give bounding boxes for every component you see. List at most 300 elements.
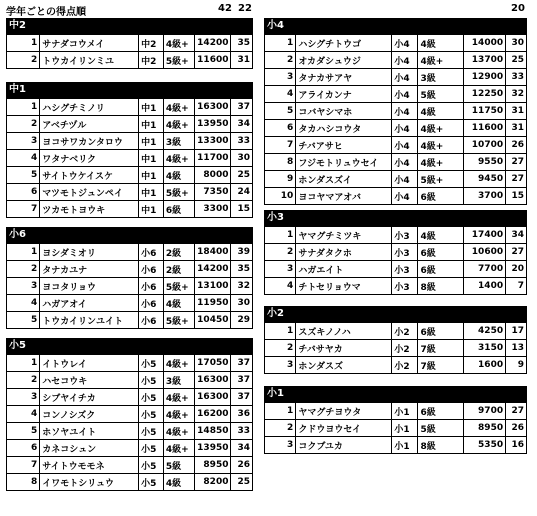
grade-cell: 中2 [139,52,164,69]
point-cell: 35 [231,261,253,278]
score-cell: 8950 [464,420,506,437]
name-cell: クドウヨウセイ [296,420,392,437]
grade-cell: 小4 [392,86,418,103]
grade-cell: 中1 [139,201,164,218]
grade-cell: 小5 [139,355,164,372]
level-cell: 5級 [418,86,464,103]
table-row [265,437,527,454]
name-cell: シブヤイチカ [40,389,139,406]
level-cell: 6級 [418,244,464,261]
rank-cell: 2 [265,52,296,69]
rank-cell: 8 [7,474,40,491]
table-row [7,150,253,167]
section-sho1 [264,386,527,454]
rank-cell: 7 [7,457,40,474]
grade-cell: 小5 [139,372,164,389]
section-header: 小2 [264,306,527,322]
point-cell: 25 [231,167,253,184]
section-chu2 [6,18,253,69]
score-cell: 7350 [194,184,231,201]
rank-cell: 8 [265,154,296,171]
level-cell: 4級+ [163,35,194,52]
point-cell: 26 [231,457,253,474]
grade-cell: 中1 [139,133,164,150]
point-cell: 34 [231,440,253,457]
grade-cell: 中1 [139,167,164,184]
page-title: 学年ごとの得点順 [6,7,86,18]
table-row [265,261,527,278]
grade-cell: 小6 [139,278,164,295]
score-cell: 1400 [464,278,506,295]
name-cell: コンノシズク [40,406,139,423]
table-row [7,116,253,133]
score-cell: 1600 [464,357,506,374]
point-cell: 31 [506,103,527,120]
score-cell: 14000 [464,35,506,52]
table-row [265,188,527,205]
score-cell: 8000 [194,167,231,184]
score-cell: 17050 [194,355,231,372]
score-cell: 12250 [464,86,506,103]
rank-cell: 6 [7,184,40,201]
name-cell: タナカユナ [40,261,139,278]
ranking-table [6,98,253,218]
score-cell: 11700 [194,150,231,167]
section-sho5 [6,338,253,491]
name-cell: サナダコウメイ [40,35,139,52]
level-cell: 3級 [163,372,194,389]
grade-cell: 小3 [392,244,418,261]
grade-cell: 小6 [139,261,164,278]
table-row [7,440,253,457]
table-row [265,357,527,374]
section-sho6 [6,227,253,329]
table-row [265,35,527,52]
level-cell: 4級+ [163,355,194,372]
grade-cell: 小4 [392,154,418,171]
ranking-table [6,243,253,329]
score-cell: 16300 [194,99,231,116]
table-row [265,227,527,244]
score-cell: 18400 [194,244,231,261]
ranking-table [264,322,527,374]
rank-cell: 1 [265,403,296,420]
rank-cell: 1 [265,227,296,244]
name-cell: スズキノノハ [296,323,392,340]
grade-cell: 小4 [392,35,418,52]
score-cell: 10450 [194,312,231,329]
score-cell: 7700 [464,261,506,278]
name-cell: ヨコタリョウ [40,278,139,295]
score-cell: 13700 [464,52,506,69]
point-cell: 30 [231,295,253,312]
rank-cell: 3 [265,357,296,374]
grade-cell: 中2 [139,35,164,52]
score-cell: 10600 [464,244,506,261]
point-cell: 37 [231,389,253,406]
rank-cell: 3 [7,278,40,295]
section-header: 小6 [6,227,253,243]
level-cell: 4級+ [418,52,464,69]
rank-cell: 5 [7,312,40,329]
grade-cell: 小3 [392,261,418,278]
table-row [7,167,253,184]
level-cell: 4級 [418,227,464,244]
name-cell: ハガアオイ [40,295,139,312]
table-row [7,295,253,312]
rank-cell: 2 [265,340,296,357]
rank-cell: 5 [7,167,40,184]
section-chu1 [6,82,253,218]
table-row [7,372,253,389]
name-cell: マツモトジュンペイ [40,184,139,201]
table-row [7,474,253,491]
grade-cell: 小2 [392,340,418,357]
level-cell: 3級 [418,69,464,86]
grade-cell: 小4 [392,103,418,120]
rank-cell: 2 [7,52,40,69]
grade-cell: 小5 [139,406,164,423]
grade-cell: 小4 [392,52,418,69]
point-cell: 36 [231,406,253,423]
table-row [7,389,253,406]
level-cell: 4級+ [163,440,194,457]
table-row [7,244,253,261]
table-row [7,99,253,116]
rank-cell: 2 [7,372,40,389]
grade-cell: 小5 [139,457,164,474]
score-cell: 11950 [194,295,231,312]
score-cell: 4250 [464,323,506,340]
score-cell: 3300 [194,201,231,218]
rank-cell: 5 [7,423,40,440]
name-cell: タカハシコウタ [296,120,392,137]
name-cell: サイトウケイスケ [40,167,139,184]
grade-cell: 小3 [392,278,418,295]
name-cell: フジモトリュウセイ [296,154,392,171]
grade-cell: 中1 [139,184,164,201]
ranking-table [6,354,253,491]
level-cell: 5級+ [163,278,194,295]
point-cell: 13 [506,340,527,357]
grade-cell: 小5 [139,474,164,491]
name-cell: タナカサアヤ [296,69,392,86]
point-cell: 35 [231,35,253,52]
name-cell: ホンダスズイ [296,171,392,188]
score-cell: 14850 [194,423,231,440]
grade-cell: 小3 [392,227,418,244]
grade-cell: 小5 [139,423,164,440]
name-cell: チバアサヒ [296,137,392,154]
point-cell: 37 [231,372,253,389]
grade-cell: 小4 [392,171,418,188]
rank-cell: 2 [265,420,296,437]
name-cell: ホンダスズ [296,357,392,374]
table-row [265,103,527,120]
rank-cell: 6 [265,120,296,137]
point-cell: 26 [506,137,527,154]
grade-cell: 小4 [392,188,418,205]
point-cell: 37 [231,99,253,116]
section-header: 中2 [6,18,253,34]
rank-cell: 4 [7,406,40,423]
level-cell: 6級 [163,201,194,218]
section-header: 小4 [264,18,527,34]
point-cell: 27 [506,244,527,261]
point-cell: 16 [506,437,527,454]
table-row [7,201,253,218]
table-row [7,312,253,329]
table-row [265,86,527,103]
level-cell: 7級 [418,340,464,357]
point-cell: 31 [231,52,253,69]
grade-cell: 小2 [392,323,418,340]
grade-cell: 中1 [139,150,164,167]
score-cell: 16300 [194,372,231,389]
level-cell: 7級 [418,357,464,374]
point-cell: 15 [231,201,253,218]
level-cell: 5級+ [163,52,194,69]
score-cell: 17400 [464,227,506,244]
score-cell: 14200 [194,35,231,52]
name-cell: アベチヅル [40,116,139,133]
level-cell: 4級+ [163,389,194,406]
table-row [265,52,527,69]
name-cell: イワモトシリュウ [40,474,139,491]
rank-cell: 3 [265,69,296,86]
point-cell: 27 [506,171,527,188]
grade-cell: 小6 [139,244,164,261]
name-cell: チトセリョウマ [296,278,392,295]
section-header: 小1 [264,386,527,402]
grade-cell: 小6 [139,312,164,329]
section-sho3 [264,210,527,295]
point-cell: 7 [506,278,527,295]
table-row [265,420,527,437]
name-cell: ツカモトヨウキ [40,201,139,218]
level-cell: 4級 [418,35,464,52]
point-cell: 25 [231,474,253,491]
name-cell: ヤマグチヨウタ [296,403,392,420]
header-number: 22 [238,3,252,14]
rank-cell: 6 [7,440,40,457]
ranking-table [264,34,527,205]
score-cell: 3150 [464,340,506,357]
name-cell: ヨコサワカンタロウ [40,133,139,150]
table-row [7,261,253,278]
rank-cell: 1 [7,99,40,116]
level-cell: 8級 [418,437,464,454]
rank-cell: 1 [7,244,40,261]
section-sho2 [264,306,527,374]
ranking-table [264,226,527,295]
rank-cell: 4 [265,278,296,295]
score-cell: 13100 [194,278,231,295]
section-header: 中1 [6,82,253,98]
name-cell: トウカイリンユイト [40,312,139,329]
rank-cell: 1 [7,35,40,52]
score-cell: 8950 [194,457,231,474]
level-cell: 6級 [418,323,464,340]
table-row [7,133,253,150]
point-cell: 33 [231,423,253,440]
table-row [265,244,527,261]
level-cell: 5級+ [163,312,194,329]
table-row [7,52,253,69]
rank-cell: 3 [265,261,296,278]
grade-cell: 小5 [139,389,164,406]
name-cell: ホソヤユイト [40,423,139,440]
rank-cell: 2 [7,261,40,278]
level-cell: 5級+ [163,184,194,201]
score-cell: 3700 [464,188,506,205]
rank-cell: 10 [265,188,296,205]
rank-cell: 2 [7,116,40,133]
name-cell: イトウレイ [40,355,139,372]
level-cell: 6級 [418,188,464,205]
point-cell: 30 [231,150,253,167]
score-cell: 14200 [194,261,231,278]
name-cell: チバサヤカ [296,340,392,357]
table-row [7,457,253,474]
level-cell: 4級+ [163,116,194,133]
point-cell: 34 [506,227,527,244]
level-cell: 4級+ [418,120,464,137]
table-row [265,171,527,188]
rank-cell: 7 [7,201,40,218]
ranking-table [6,34,253,69]
point-cell: 30 [506,35,527,52]
name-cell: サイトウモモネ [40,457,139,474]
table-row [7,423,253,440]
point-cell: 9 [506,357,527,374]
score-cell: 5350 [464,437,506,454]
grade-cell: 小5 [139,440,164,457]
grade-cell: 小1 [392,420,418,437]
grade-cell: 小2 [392,357,418,374]
grade-cell: 小1 [392,437,418,454]
name-cell: ヨシダミオリ [40,244,139,261]
section-header: 小3 [264,210,527,226]
table-row [265,323,527,340]
score-cell: 11600 [464,120,506,137]
header-number: 42 [218,3,232,14]
point-cell: 34 [231,116,253,133]
rank-cell: 4 [265,86,296,103]
score-cell: 16300 [194,389,231,406]
point-cell: 15 [506,188,527,205]
name-cell: ハシグチミノリ [40,99,139,116]
grade-cell: 小4 [392,120,418,137]
table-row [265,69,527,86]
grade-cell: 小4 [392,69,418,86]
score-cell: 16200 [194,406,231,423]
point-cell: 29 [231,312,253,329]
point-cell: 24 [231,184,253,201]
section-sho4 [264,18,527,205]
score-cell: 11600 [194,52,231,69]
rank-cell: 9 [265,171,296,188]
name-cell: オカダシュウジ [296,52,392,69]
name-cell: コクブユカ [296,437,392,454]
grade-cell: 中1 [139,116,164,133]
score-cell: 9450 [464,171,506,188]
point-cell: 39 [231,244,253,261]
table-row [7,355,253,372]
point-cell: 20 [506,261,527,278]
score-cell: 9700 [464,403,506,420]
rank-cell: 1 [265,323,296,340]
point-cell: 27 [506,154,527,171]
score-cell: 13950 [194,116,231,133]
header-number: 20 [511,3,525,14]
point-cell: 27 [506,403,527,420]
level-cell: 4級+ [163,423,194,440]
rank-cell: 7 [265,137,296,154]
grade-cell: 小6 [139,295,164,312]
level-cell: 4級+ [163,150,194,167]
level-cell: 4級 [418,103,464,120]
point-cell: 25 [506,52,527,69]
level-cell: 4級+ [163,99,194,116]
table-row [7,278,253,295]
name-cell: ハシグチトウゴ [296,35,392,52]
score-cell: 9550 [464,154,506,171]
grade-cell: 小4 [392,137,418,154]
point-cell: 33 [231,133,253,150]
table-row [265,340,527,357]
name-cell: サナダタクホ [296,244,392,261]
score-cell: 8200 [194,474,231,491]
point-cell: 33 [506,69,527,86]
level-cell: 4級 [163,295,194,312]
score-cell: 12900 [464,69,506,86]
name-cell: カネコシュン [40,440,139,457]
level-cell: 5級 [163,457,194,474]
level-cell: 4級+ [163,406,194,423]
rank-cell: 3 [265,437,296,454]
name-cell: ハセコウキ [40,372,139,389]
rank-cell: 1 [265,35,296,52]
level-cell: 6級 [418,403,464,420]
rank-cell: 1 [7,355,40,372]
name-cell: ヤマグチミツキ [296,227,392,244]
rank-cell: 5 [265,103,296,120]
score-cell: 13300 [194,133,231,150]
level-cell: 4級+ [418,137,464,154]
name-cell: コバヤシマホ [296,103,392,120]
rank-cell: 2 [265,244,296,261]
level-cell: 2級 [163,244,194,261]
point-cell: 32 [231,278,253,295]
name-cell: アライカンナ [296,86,392,103]
table-row [265,403,527,420]
name-cell: ハガエイト [296,261,392,278]
level-cell: 4級 [163,167,194,184]
rank-cell: 4 [7,150,40,167]
section-header: 小5 [6,338,253,354]
level-cell: 4級 [163,474,194,491]
table-row [265,137,527,154]
score-cell: 10700 [464,137,506,154]
name-cell: トウカイリンミユ [40,52,139,69]
table-row [265,278,527,295]
table-row [7,184,253,201]
point-cell: 31 [506,120,527,137]
point-cell: 17 [506,323,527,340]
point-cell: 26 [506,420,527,437]
rank-cell: 3 [7,389,40,406]
